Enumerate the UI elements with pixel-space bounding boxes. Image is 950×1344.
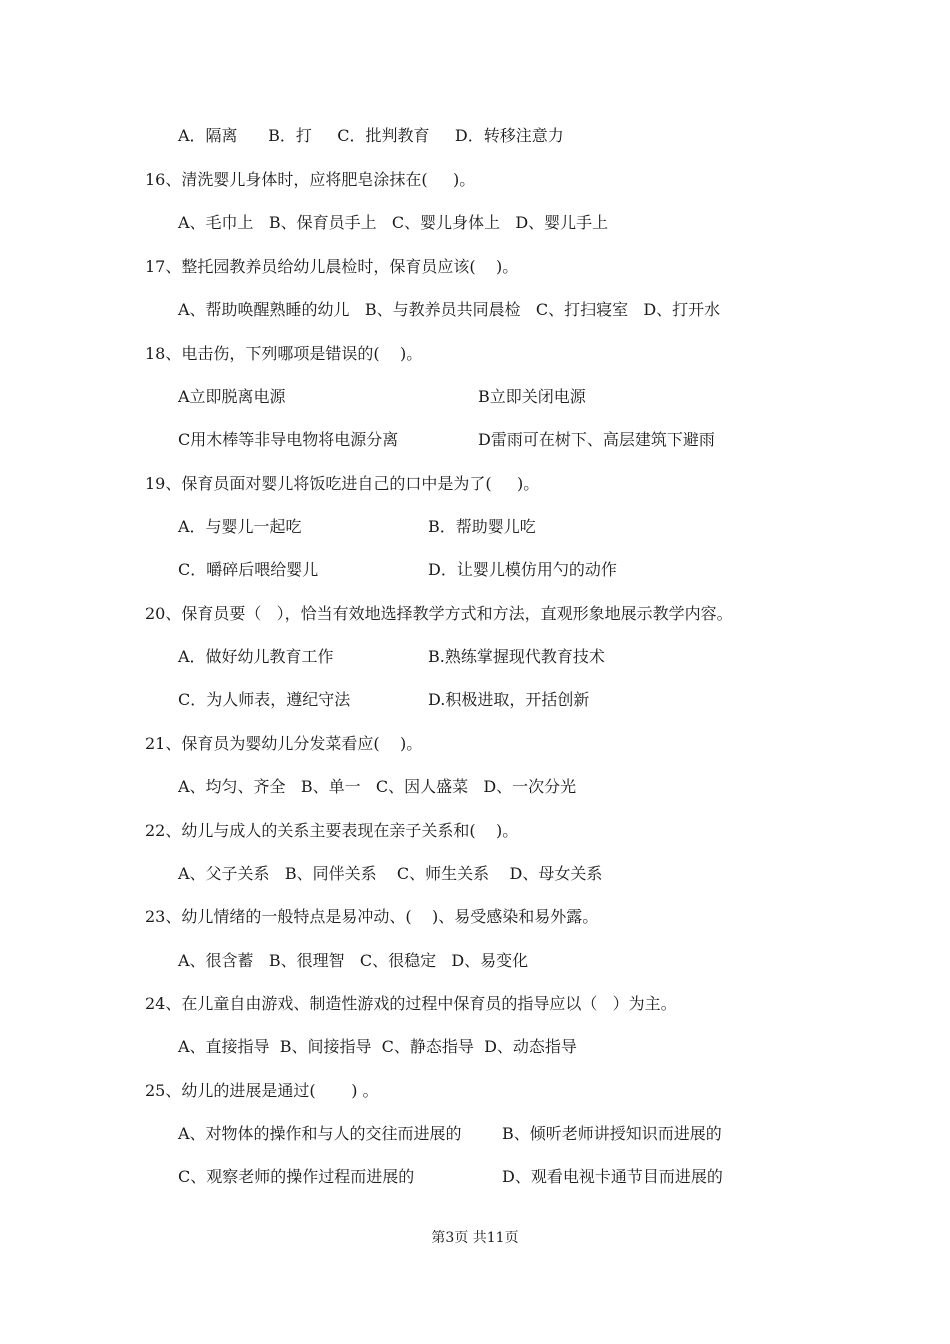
q20-question: 20、保育员要（ ），恰当有效地选择教学方式和方法，直观形象地展示教学内容。 (145, 604, 733, 623)
q19-option-d: D．让婴儿模仿用勺的动作 (428, 560, 617, 579)
q17-options: A、帮助唤醒熟睡的幼儿 B、与教养员共同晨检 C、打扫寝室 D、打开水 (178, 300, 721, 319)
q21-options: A、均匀、齐全 B、单一 C、因人盛菜 D、一次分光 (178, 777, 577, 796)
q22-options: A、父子关系 B、同伴关系 C、师生关系 D、母女关系 (178, 864, 603, 883)
q18-option-a: A立即脱离电源 (178, 387, 286, 406)
q19-option-b: B．帮助婴儿吃 (428, 517, 536, 536)
q23-options: A、很含蓄 B、很理智 C、很稳定 D、易变化 (178, 951, 529, 970)
q18-option-c: C用木棒等非导电物将电源分离 (178, 430, 399, 449)
q20-option-d: D.积极进取，开括创新 (428, 690, 590, 709)
q18-question: 18、电击伤，下列哪项是错误的( )。 (145, 344, 423, 363)
q25-option-b: B、倾听老师讲授知识而进展的 (502, 1124, 722, 1143)
q24-question: 24、在儿童自由游戏、制造性游戏的过程中保育员的指导应以（ ）为主。 (145, 994, 677, 1013)
page-footer: 第3页 共11页 (431, 1230, 519, 1246)
q18-option-b: B立即关闭电源 (478, 387, 586, 406)
q21-question: 21、保育员为婴幼儿分发菜看应( )。 (145, 734, 423, 753)
q19-option-c: C．嚼碎后喂给婴儿 (178, 560, 319, 579)
q23-question: 23、幼儿情绪的一般特点是易冲动、( )、易受感染和易外露。 (145, 907, 599, 926)
q15-options: A．隔离 B．打 C．批判教育 D．转移注意力 (178, 126, 564, 145)
q16-options: A、毛巾上 B、保育员手上 C、婴儿身体上 D、婴儿手上 (178, 213, 609, 232)
q25-option-d: D、观看电视卡通节目而进展的 (502, 1167, 723, 1186)
q20-option-a: A．做好幼儿教育工作 (178, 647, 334, 666)
q25-option-a: A、对物体的操作和与人的交往而进展的 (178, 1124, 462, 1143)
q16-question: 16、清洗婴儿身体时，应将肥皂涂抹在( )。 (145, 170, 476, 189)
q20-option-c: C．为人师表，遵纪守法 (178, 690, 351, 709)
q20-option-b: B.熟练掌握现代教育技术 (428, 647, 605, 666)
q19-question: 19、保育员面对婴儿将饭吃进自己的口中是为了( )。 (145, 474, 540, 493)
q25-question: 25、幼儿的进展是通过( ) 。 (145, 1081, 379, 1100)
q25-option-c: C、观察老师的操作过程而进展的 (178, 1167, 415, 1186)
q17-question: 17、整托园教养员给幼儿晨检时，保育员应该( )。 (145, 257, 519, 276)
q18-option-d: D雷雨可在树下、高层建筑下避雨 (478, 430, 715, 449)
q24-options: A、直接指导 B、间接指导 C、静态指导 D、动态指导 (178, 1037, 577, 1056)
q22-question: 22、幼儿与成人的关系主要表现在亲子关系和( )。 (145, 821, 519, 840)
q19-option-a: A．与婴儿一起吃 (178, 517, 302, 536)
